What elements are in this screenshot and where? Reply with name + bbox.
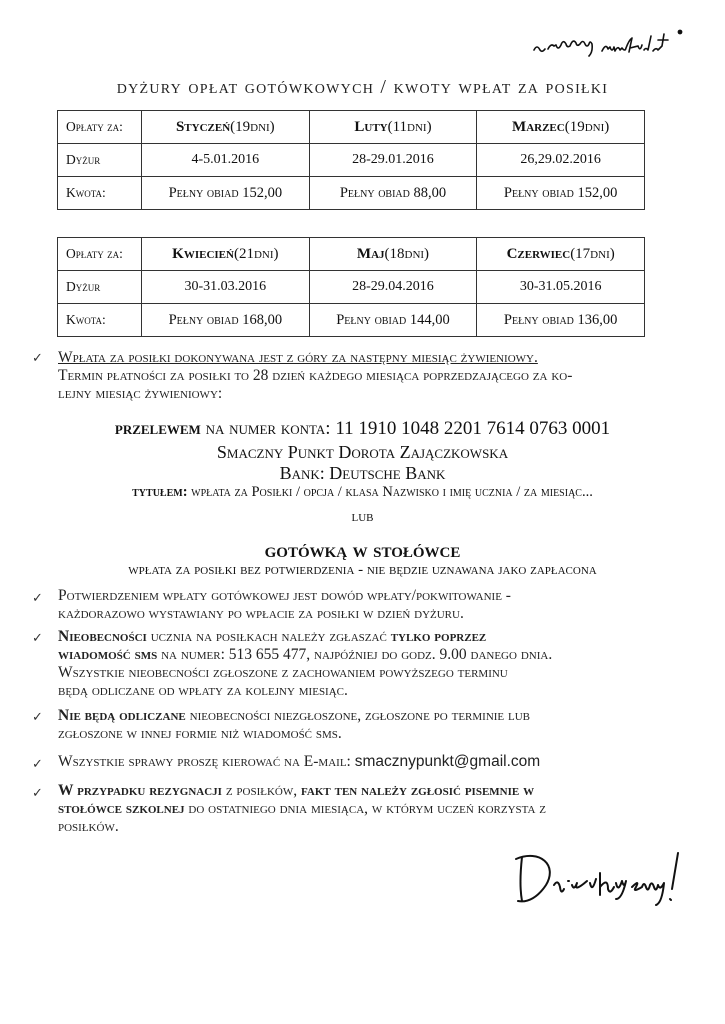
month-header [477, 111, 645, 144]
amount-value: Pełny obiad 152,00 [477, 177, 645, 210]
bank-name: Bank: Deutsche Bank [279, 463, 446, 483]
amount-value: Pełny obiad 168,00 [142, 304, 310, 337]
month-name: Marzec [512, 118, 565, 135]
signature-drawing [510, 845, 710, 915]
month-header [477, 238, 645, 271]
month-days: (17dni) [570, 245, 615, 262]
payment-note-main: Wpłata za posiłki dokonywana jest z góry za następny miesiąc żywieniowy. [58, 349, 538, 366]
amount-value: Pełny obiad 136,00 [477, 304, 645, 337]
month-name: Maj [356, 245, 385, 262]
payment-deadline-line: Termin płatności za posiłki to 28 dzień każdego miesiąca poprzedzającego za ko- [58, 367, 573, 384]
month-header [142, 238, 310, 271]
bold-text: stołówce szkolnej [58, 800, 185, 817]
bullet-line [58, 707, 683, 725]
text: ucznia na posiłkach należy zgłaszać [146, 628, 391, 645]
amount-value: Pełny obiad 152,00 [142, 177, 310, 210]
company-name: Smaczny Punkt Dorota Zajączkowska [216, 442, 509, 462]
check-icon: ✓ [32, 756, 43, 771]
duty-date: 30-31.05.2016 [477, 271, 645, 304]
bullet-line [58, 753, 683, 771]
transfer-account-line [0, 418, 725, 440]
check-icon: ✓ [32, 350, 43, 365]
month-name: Kwiecień [172, 245, 234, 262]
check-icon: ✓ [32, 709, 43, 724]
cash-subline: wpłata za posiłki bez potwierdzenia - nie będzie uznawana jako zapłacona [128, 562, 597, 578]
bullet-line [58, 782, 683, 800]
table-row-amount [58, 177, 645, 210]
check-icon: ✓ [32, 630, 43, 645]
transfer-label: przelewem [114, 418, 201, 439]
thank-you-signature [510, 845, 710, 915]
bullet-line [58, 800, 683, 818]
text: do ostatniego dnia miesiąca, w którym uczeń korzysta z [184, 800, 547, 817]
bold-text: tylko poprzez [390, 628, 487, 645]
amount-value: Pełny obiad 144,00 [309, 304, 477, 337]
bullet-line: będą odliczane od wpłaty za kolejny miesiąc. [58, 682, 348, 699]
month-days: (18dni) [384, 245, 430, 262]
bullet-resignation [58, 782, 683, 836]
month-name: Luty [354, 118, 388, 135]
month-name: Czerwiec [506, 245, 571, 262]
fees-table-2 [57, 237, 645, 337]
duty-date: 26,29.02.2016 [477, 144, 645, 177]
duty-date: 28-29.01.2016 [309, 144, 477, 177]
table-row-duty [58, 271, 645, 304]
table-row-months [58, 111, 645, 144]
bullet-line: posiłków. [58, 818, 119, 835]
bold-text: fakt ten należy zgłosić pisemnie w [301, 782, 535, 799]
text: Wszystkie sprawy proszę kierować na E-mail: [58, 753, 355, 770]
row-label-duty: Dyżur [58, 271, 142, 304]
payment-note [58, 349, 683, 403]
payment-deadline-line: lejny miesiąc żywieniowy: [58, 385, 223, 402]
month-days: (19dni) [564, 118, 610, 135]
bullet-line [58, 646, 683, 664]
bullet-line: Potwierdzeniem wpłaty gotówkowej jest dowód wpłaty/pokwitowanie - [58, 587, 511, 604]
bullet-line [58, 628, 683, 646]
table-row-months [58, 238, 645, 271]
or-separator: lub [351, 509, 374, 525]
table-row-duty [58, 144, 645, 177]
month-header [309, 238, 477, 271]
text: z posiłków, [221, 782, 301, 799]
page-heading: dyżury opłat gotówkowych / kwoty wpłat za posiłki [116, 76, 609, 98]
brand-logo [530, 24, 690, 64]
bold-text: wiadomość sms [58, 646, 158, 663]
account-number: 11 1910 1048 2201 7614 0763 0001 [335, 418, 611, 439]
row-label-amount: Kwota: [58, 177, 142, 210]
bold-text: W przypadku rezygnacji [58, 782, 222, 799]
duty-date: 28-29.04.2016 [309, 271, 477, 304]
bullet-line: zgłoszone w innej formie niż wiadomość sms. [58, 725, 342, 742]
month-header [309, 111, 477, 144]
bold-text: Nie będą odliczane [58, 707, 186, 724]
bullet-line: każdorazowo wystawiany po wpłacie za posiłki w dzień dyżuru. [58, 605, 464, 622]
month-days: (19dni) [230, 118, 275, 135]
bullet-not-deducted [58, 707, 683, 743]
bullet-line: Wszystkie nieobecności zgłoszone z zachowaniem powyższego terminu [58, 664, 508, 681]
amount-value: Pełny obiad 88,00 [309, 177, 477, 210]
bold-text: Nieobecności [58, 628, 147, 645]
month-header [142, 111, 310, 144]
month-name: Styczeń [175, 118, 231, 135]
transfer-title-line [0, 484, 725, 501]
month-days: (21dni) [233, 245, 279, 262]
transfer-title-label: tytułem: [132, 484, 188, 500]
text: na numer: 513 655 477, najpóźniej do godz. 9.00 danego dnia. [157, 646, 553, 663]
cash-heading: gotówką w stołówce [264, 537, 461, 562]
bullet-receipt [58, 587, 683, 623]
check-icon: ✓ [32, 590, 43, 605]
bullet-absence [58, 628, 683, 700]
month-days: (11dni) [387, 118, 432, 135]
row-label-fees-for: Opłaty za: [58, 238, 142, 271]
row-label-duty: Dyżur [58, 144, 142, 177]
check-icon: ✓ [32, 785, 43, 800]
transfer-title-text: wpłata za Posiłki / opcja / klasa Nazwisko i imię ucznia / za miesiąc... [187, 484, 593, 500]
text: nieobecności niezgłoszone, zgłoszone po terminie lub [185, 707, 531, 724]
account-prefix: na numer konta: [200, 418, 336, 439]
duty-date: 30-31.03.2016 [142, 271, 310, 304]
email-link[interactable]: smacznypunkt@gmail.com [354, 753, 541, 770]
bullet-contact [58, 753, 683, 771]
row-label-fees-for: Opłaty za: [58, 111, 142, 144]
row-label-amount: Kwota: [58, 304, 142, 337]
fees-table-1 [57, 110, 645, 210]
brand-logo-script [530, 24, 690, 64]
duty-date: 4-5.01.2016 [142, 144, 310, 177]
table-row-amount [58, 304, 645, 337]
